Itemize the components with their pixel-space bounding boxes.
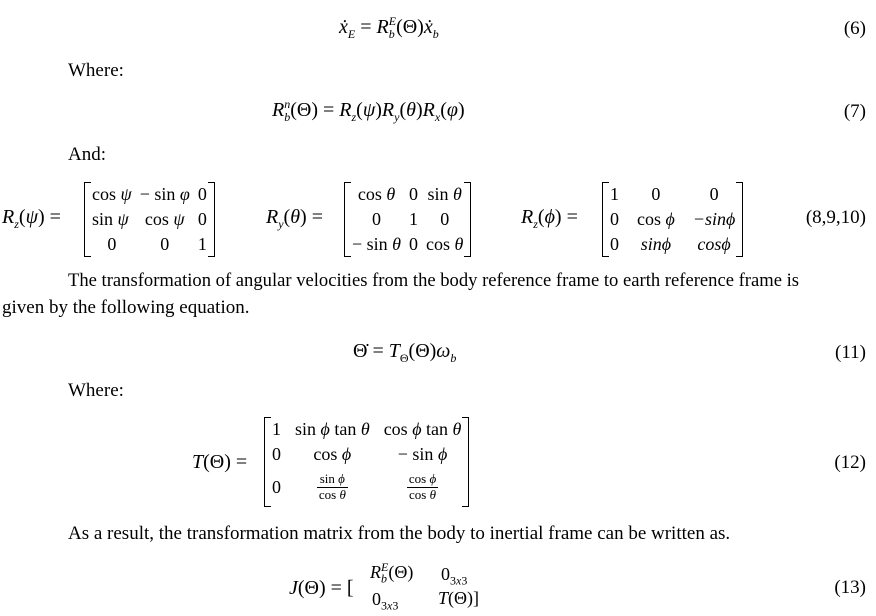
where-label: Where: <box>68 60 124 81</box>
equation-number: (7) <box>843 101 866 122</box>
t-matrix: 1 sin ϕ tan θ cos ϕ tan θ 0 cos ϕ − sin ϕ 0 $\frac{\text{sin ϕ}}{\text{cos θ}}$ $\frac{\text{cos ϕ}}{\text{cos θ}}$ <box>264 417 469 507</box>
equation-number: (8,9,10) <box>805 207 866 228</box>
equation-number: (11) <box>835 342 866 363</box>
equation-11: Θ̇ = $T_\Theta(\Theta)\omega_b$ <box>353 340 457 365</box>
j-r2c2: T(Θ)] <box>438 588 479 608</box>
equation-number: (12) <box>834 452 866 473</box>
paragraph-line-2: given by the following equation. <box>2 297 250 318</box>
rx-matrix: 1 0 0 0 cos ϕ −sinϕ 0 sinϕ cosϕ <box>602 182 743 257</box>
paragraph-line-1: The transformation of angular velocities from the body reference frame to earth reference frame is <box>68 270 799 291</box>
ry-label: $R_y(\theta)$ = <box>266 206 323 231</box>
equation-number: (13) <box>834 577 866 598</box>
rz-matrix: cos ψ − sin φ 0 sin ψ cos ψ 0 0 0 1 <box>84 182 215 257</box>
rx-label: $R_z(\phi)$ = <box>521 206 578 231</box>
where-label: Where: <box>68 380 124 401</box>
j-r2c1: $0_{3x3}$ <box>372 589 399 613</box>
j-r1c2: $0_{3x3}$ <box>441 564 468 588</box>
equation-number: (6) <box>843 18 866 39</box>
j-r1c1: $R_b^E(\Theta)$ <box>370 560 414 586</box>
equation-6: ẋ$_E$ = $R_b^E(\Theta)ẋ_b$ <box>339 14 439 41</box>
j-label: J(Θ) = [ <box>289 577 354 599</box>
t-matrix-label: T(Θ) = <box>192 451 248 473</box>
ry-matrix: cos θ 0 sin θ 0 1 0 − sin θ 0 cos θ <box>344 182 471 257</box>
rz-label: $R_z(\psi)$ = <box>2 206 61 231</box>
and-label: And: <box>68 144 106 165</box>
result-text: As a result, the transformation matrix from the body to inertial frame can be written as. <box>68 523 731 544</box>
equation-7: $R_b^n(\Theta) = R_z(\psi)R_y(\theta)R_x(\varphi)$ <box>272 97 465 124</box>
